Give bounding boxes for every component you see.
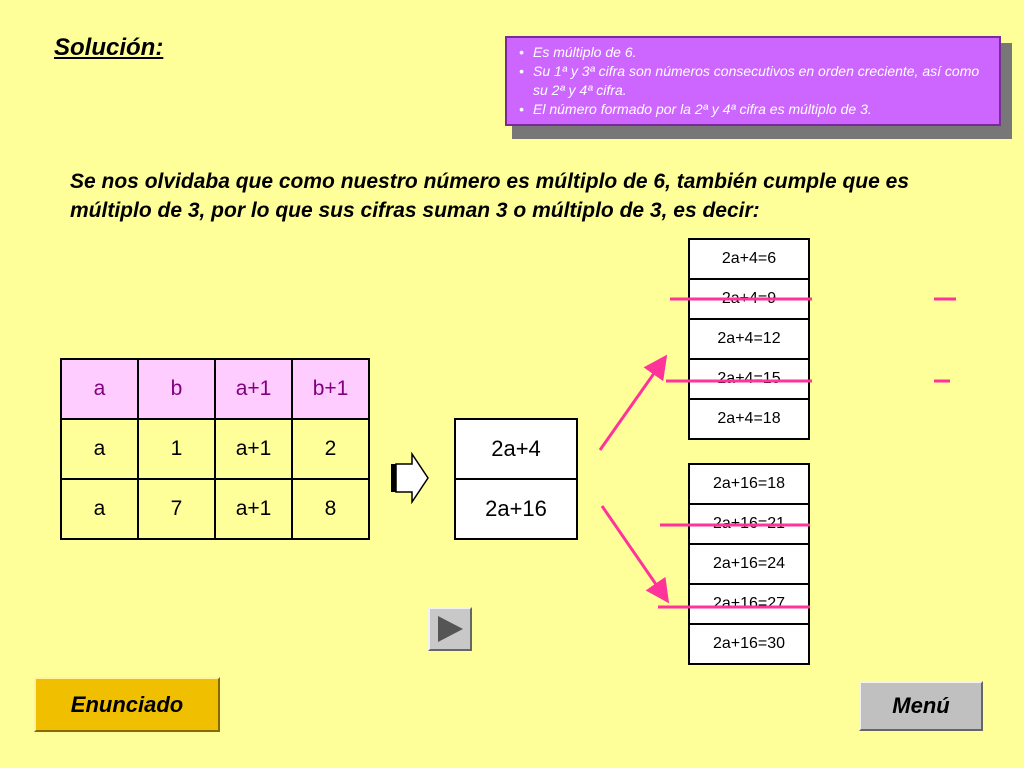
menu-button[interactable]: Menú [859,681,983,731]
table-cell: a+1 [215,419,292,479]
list-item [689,359,809,399]
equation-cell: 2a+16=30 [689,624,809,664]
header-cell: a+1 [215,359,292,419]
table-cell: 2 [292,419,369,479]
up-arrow-line [600,362,662,450]
condition-item: • El número formado por la 2ª y 4ª cifra es múltiplo de 3. [515,100,991,119]
list-item [689,464,809,504]
header-cell: a [61,359,138,419]
list-item [689,239,809,279]
list-item [689,399,809,439]
condition-item: • Es múltiplo de 6. [515,43,991,62]
list-item [689,584,809,624]
list-item [689,319,809,359]
table-cell: 2a+16 [455,479,577,539]
condition-item: • Su 1ª y 3ª cifra son números consecutivos en orden creciente, así como su 2ª y 4ª cifra. [515,62,991,100]
header-cell: b+1 [292,359,369,419]
table-row [61,479,369,539]
digit-table [60,358,370,540]
conditions-box [505,36,1001,126]
table-row [61,419,369,479]
table-cell: 2a+4 [455,419,577,479]
table-cell: 1 [138,419,215,479]
play-button[interactable] [428,607,472,651]
table-header-row [61,359,369,419]
table-cell: 7 [138,479,215,539]
equation-cell: 2a+16=18 [689,464,809,504]
equation-cell: 2a+16=21 [689,504,809,544]
equation-cell: 2a+4=12 [689,319,809,359]
table-row [455,419,577,479]
down-arrow-line [602,506,664,596]
table-cell: 8 [292,479,369,539]
equation-cell: 2a+4=9 [689,279,809,319]
table-row [455,479,577,539]
play-icon [430,609,470,649]
equation-cell: 2a+16=24 [689,544,809,584]
header-cell: b [138,359,215,419]
list-item [689,279,809,319]
equation-list-a [688,238,810,440]
equation-cell: 2a+4=18 [689,399,809,439]
page-title: Solución: [54,34,164,61]
list-item [689,504,809,544]
sum-table [454,418,578,540]
table-cell: a+1 [215,479,292,539]
equation-cell: 2a+4=6 [689,239,809,279]
table-cell: a [61,479,138,539]
right-arrow-icon [388,452,434,504]
list-item [689,624,809,664]
table-cell: a [61,419,138,479]
equation-list-b [688,463,810,665]
equation-cell: 2a+16=27 [689,584,809,624]
list-item [689,544,809,584]
explanation-paragraph: Se nos olvidaba que como nuestro número es múltiplo de 6, también cumple que es múltiplo de 3, por lo que sus cifras suman 3 o múltiplo de 3, es decir: [70,170,910,222]
enunciado-button[interactable]: Enunciado [34,677,220,732]
equation-cell: 2a+4=15 [689,359,809,399]
